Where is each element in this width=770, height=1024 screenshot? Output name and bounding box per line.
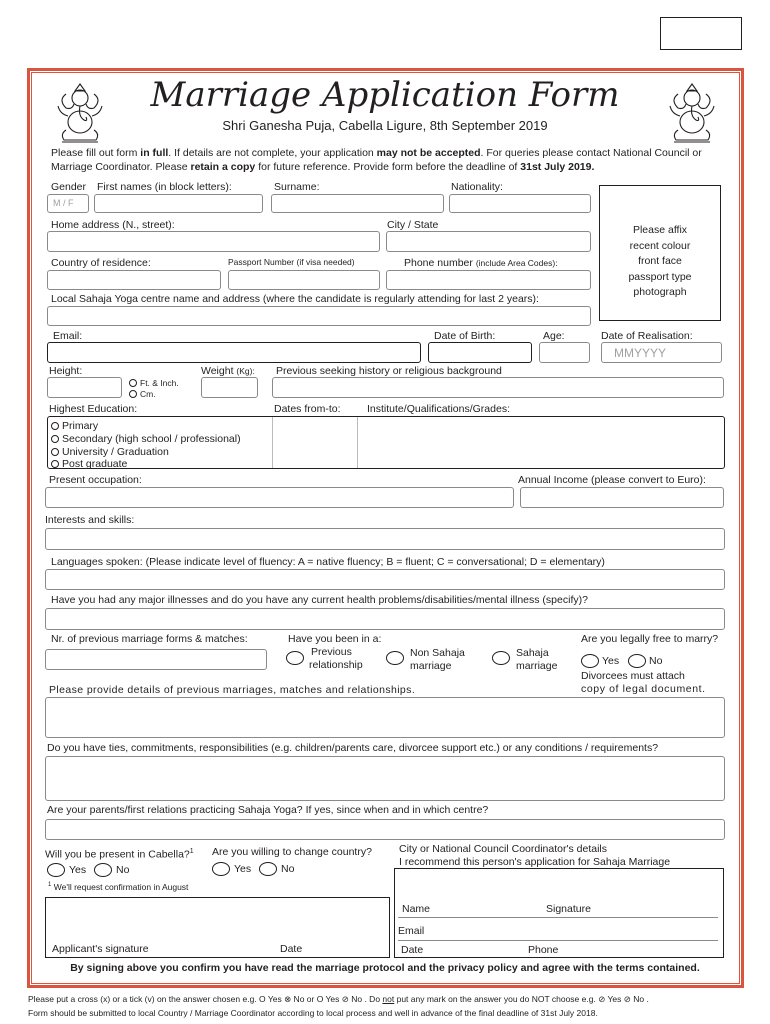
dob-label: Date of Birth: <box>434 330 496 342</box>
phone-field[interactable] <box>386 270 591 290</box>
illnesses-field[interactable] <box>45 608 725 630</box>
edu-secondary-radio[interactable] <box>51 435 59 443</box>
coordinator-date-label: Date <box>401 944 424 956</box>
seeking-field[interactable] <box>272 377 724 398</box>
occupation-field[interactable] <box>45 487 514 508</box>
edu-postgrad-radio[interactable] <box>51 460 59 468</box>
institute-label: Institute/Qualifications/Grades: <box>367 403 510 415</box>
gender-label: Gender <box>51 181 87 193</box>
languages-label: Languages spoken: (Please indicate level of fluency: A = native fluency; B = fluent; C = conversational; D = elementary) <box>51 556 605 568</box>
intro-paragraph: Please fill out form in full. If details are not complete, your application may not be accepted. For queries please contact National Council or Marriage Coordinator. Please retain a copy for future reference. Provide form before the deadline of 31st July 2019. <box>51 147 702 173</box>
passport-label: Passport Number (if visa needed) <box>228 257 355 267</box>
surname-field[interactable] <box>271 194 444 213</box>
applicant-date-label: Date <box>280 943 303 955</box>
income-field[interactable] <box>520 487 724 508</box>
nationality-label: Nationality: <box>451 181 503 193</box>
income-label: Annual Income (please convert to Euro): <box>518 474 706 486</box>
coordinator-heading: City or National Council Coordinator's details I recommend this person's application for Sahaja Marriage <box>399 843 671 868</box>
city-state-label: City / State <box>387 219 439 231</box>
seeking-label: Previous seeking history or religious background <box>276 365 502 377</box>
edu-primary-label: Primary <box>62 420 99 432</box>
edu-primary-radio[interactable] <box>51 422 59 430</box>
present-yes-radio[interactable] <box>47 863 65 877</box>
nationality-field[interactable] <box>449 194 591 213</box>
home-address-label: Home address (N., street): <box>51 219 175 231</box>
height-ft-label: Ft. & Inch. <box>140 378 179 388</box>
sahaja-label: Sahaja marriage <box>516 647 558 672</box>
change-yes-radio[interactable] <box>212 862 230 876</box>
gender-field[interactable] <box>47 194 89 213</box>
prev-forms-field[interactable] <box>45 649 267 670</box>
first-names-field[interactable] <box>94 194 263 213</box>
legally-free-label: Are you legally free to marry? <box>581 633 719 645</box>
prev-rel-radio[interactable] <box>286 651 304 665</box>
interests-label: Interests and skills: <box>45 514 135 526</box>
photo-note: Please affix recent colour front face passport type photograph <box>628 224 692 298</box>
legally-free-yes-radio[interactable] <box>581 654 599 668</box>
sahaja-radio[interactable] <box>492 651 510 665</box>
height-cm-radio[interactable] <box>129 390 137 398</box>
weight-label: Weight (Kg): <box>201 365 255 377</box>
email-label: Email: <box>53 330 83 342</box>
change-no-label: No <box>281 863 295 875</box>
footer-submission: Form should be submitted to local Country / Marriage Coordinator according to local process and well in advance of the final deadline of 31st July 2018. <box>28 1008 598 1018</box>
edu-university-radio[interactable] <box>51 448 59 456</box>
coordinator-phone-label: Phone <box>528 944 559 956</box>
coordinator-name-label: Name <box>402 903 431 915</box>
coordinator-signature-label: Signature <box>546 903 591 915</box>
surname-label: Surname: <box>274 181 320 193</box>
edu-secondary-label: Secondary (high school / professional) <box>62 433 241 445</box>
edu-postgrad-label: Post graduate <box>62 458 128 470</box>
coordinator-divider <box>398 917 718 918</box>
ties-label: Do you have ties, commitments, responsibilities (e.g. children/parents care, divorcee support etc.) or any conditions / requirements? <box>47 742 659 754</box>
legally-free-no-label: No <box>649 655 663 667</box>
prev-details-label: Please provide details of previous marriages, matches and relationships. <box>49 684 416 696</box>
height-label: Height: <box>49 365 83 377</box>
gender-placeholder: M / F <box>53 198 74 208</box>
age-field[interactable] <box>539 342 590 363</box>
present-no-radio[interactable] <box>94 863 112 877</box>
country-field[interactable] <box>47 270 221 290</box>
centre-field[interactable] <box>47 306 591 326</box>
home-address-field[interactable] <box>47 231 380 252</box>
parents-field[interactable] <box>45 819 725 840</box>
form-title: Marriage Application Form <box>150 75 620 115</box>
applicant-signature-label: Applicant's signature <box>52 943 149 955</box>
prev-details-field[interactable] <box>45 697 725 738</box>
been-in-label: Have you been in a: <box>288 633 382 645</box>
dob-field[interactable] <box>428 342 532 363</box>
realisation-placeholder: MMYYYY <box>614 346 667 360</box>
illnesses-label: Have you had any major illnesses and do you have any current health problems/disabilities/mental illness (specify)? <box>51 594 588 606</box>
present-cabella-label: Will you be present in Cabella?$^1$ <box>45 848 194 861</box>
reference-box[interactable] <box>660 17 742 50</box>
dates-label: Dates from-to: <box>274 403 341 415</box>
footer-instructions: Please put a cross (x) or a tick (v) on the answer chosen e.g. O Yes ⊗ No or O Yes ⊘ No . Do not put any mark on the answer you do NOT choose e.g. ⊘ Yes ⊘ No . <box>28 994 649 1004</box>
weight-field[interactable] <box>201 377 258 398</box>
change-country-label: Are you willing to change country? <box>212 846 372 858</box>
coordinator-divider <box>398 940 718 941</box>
form-subtitle: Shri Ganesha Puja, Cabella Ligure, 8th September 2019 <box>222 118 548 133</box>
languages-field[interactable] <box>45 569 725 590</box>
ties-field[interactable] <box>45 756 725 801</box>
non-sahaja-label: Non Sahaja marriage <box>410 647 465 672</box>
non-sahaja-radio[interactable] <box>386 651 404 665</box>
realisation-field[interactable] <box>601 342 722 363</box>
legally-free-yes-label: Yes <box>602 655 620 667</box>
height-ft-radio[interactable] <box>129 379 137 387</box>
coordinator-email-label: Email <box>398 925 425 937</box>
change-no-radio[interactable] <box>259 862 277 876</box>
prev-rel-label: Previous relationship <box>309 646 363 671</box>
email-field[interactable] <box>47 342 421 363</box>
divorcees-note: Divorcees must attach copy of legal document. <box>581 670 706 695</box>
consent-text: By signing above you confirm you have read the marriage protocol and the privacy policy and agree with the terms contained. <box>70 962 700 974</box>
footnote: $^1$ We'll request confirmation in August <box>48 881 189 892</box>
height-field[interactable] <box>47 377 122 398</box>
passport-field[interactable] <box>228 270 380 290</box>
prev-forms-label: Nr. of previous marriage forms & matches: <box>51 633 248 645</box>
age-label: Age: <box>543 330 565 342</box>
present-no-label: No <box>116 864 130 876</box>
phone-label: Phone number (include Area Codes): <box>404 257 558 269</box>
centre-label: Local Sahaja Yoga centre name and address (where the candidate is regularly attending for last 2 years): <box>51 293 539 305</box>
occupation-label: Present occupation: <box>49 474 142 486</box>
city-state-field[interactable] <box>386 231 591 252</box>
change-yes-label: Yes <box>234 863 252 875</box>
education-label: Highest Education: <box>49 403 138 415</box>
present-yes-label: Yes <box>69 864 87 876</box>
interests-field[interactable] <box>45 528 725 550</box>
parents-label: Are your parents/first relations practicing Sahaja Yoga? If yes, since when and in which centre? <box>47 804 489 816</box>
edu-university-label: University / Graduation <box>62 446 169 458</box>
education-divider <box>357 417 358 468</box>
legally-free-no-radio[interactable] <box>628 654 646 668</box>
country-label: Country of residence: <box>51 257 151 269</box>
education-divider <box>272 417 273 468</box>
first-names-label: First names (in block letters): <box>97 181 232 193</box>
height-cm-label: Cm. <box>140 389 156 399</box>
realisation-label: Date of Realisation: <box>601 330 693 342</box>
